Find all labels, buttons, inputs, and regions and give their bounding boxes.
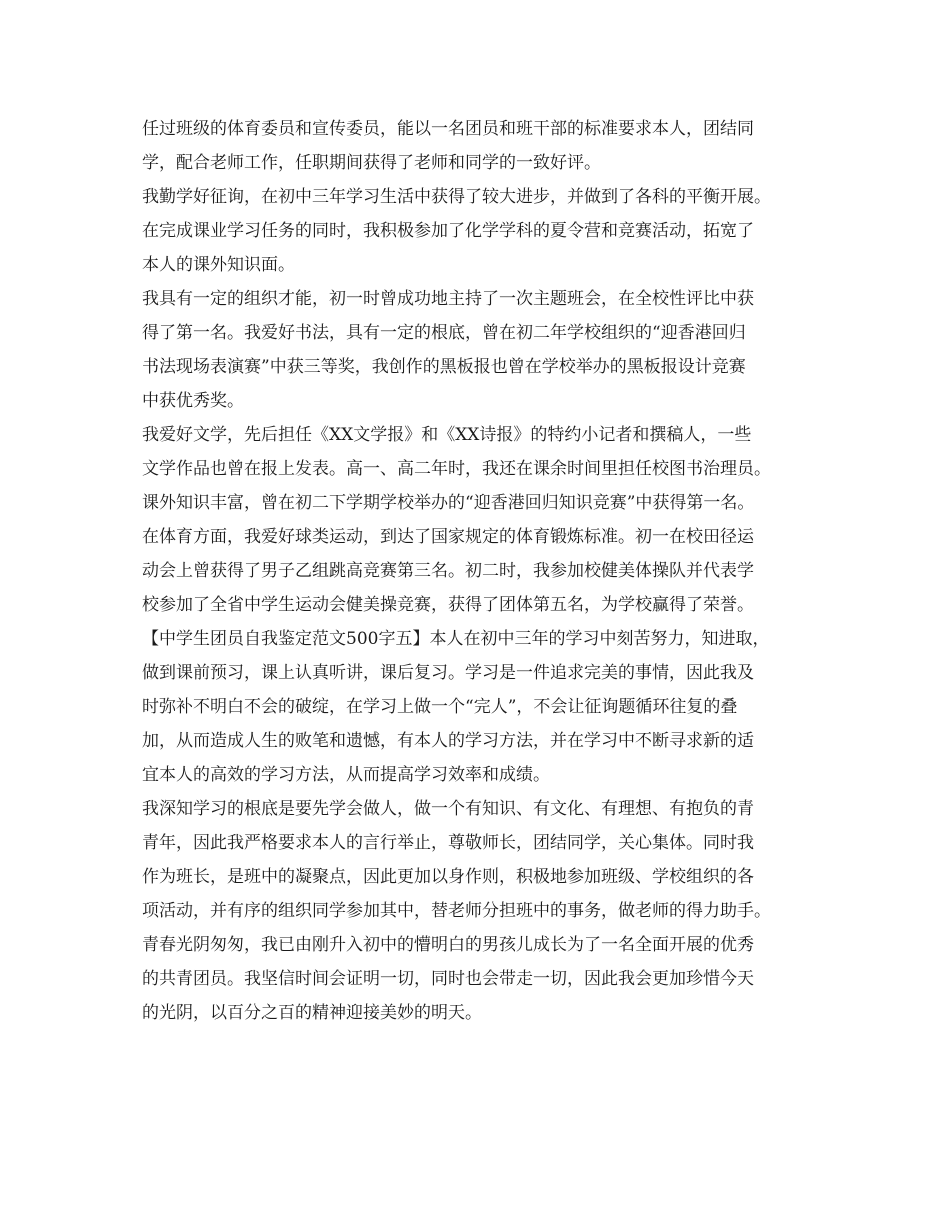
text-line: 青春光阴匆匆，我已由刚升入初中的懵明白的男孩儿成长为了一名全面开展的优秀	[142, 935, 754, 955]
text-line: 时弥补不明白不会的破绽，在学习上做一个“完人”，不会让征询题循环往复的叠	[142, 697, 738, 717]
text-line: 书法现场表演赛”中获三等奖，我创作的黑板报也曾在学校举办的黑板报设计竞赛	[142, 357, 746, 377]
text-line: 动会上曾获得了男子乙组跳高竞赛第三名。初二时，我参加校健美体操队并代表学	[142, 561, 754, 581]
text-line: 的光阴，以百分之百的精神迎接美妙的明天。	[142, 1003, 482, 1023]
text-line: 任过班级的体育委员和宣传委员，能以一名团员和班干部的标准要求本人，团结同	[142, 119, 754, 139]
text-line: 我深知学习的根底是要先学会做人，做一个有知识、有文化、有理想、有抱负的青	[142, 799, 754, 819]
text-line: 中获优秀奖。	[142, 391, 244, 411]
text-line: 得了第一名。我爱好书法，具有一定的根底，曾在初二年学校组织的“迎香港回归	[142, 323, 746, 343]
text-line: 文学作品也曾在报上发表。高一、高二年时，我还在课余时间里担任校图书治理员。	[142, 459, 771, 479]
text-line: 加，从而造成人生的败笔和遗憾，有本人的学习方法，并在学习中不断寻求新的适	[142, 731, 754, 751]
text-line: 宜本人的高效的学习方法，从而提高学习效率和成绩。	[142, 765, 550, 785]
text-line: 本人的课外知识面。	[142, 255, 295, 275]
text-line: 我具有一定的组织才能，初一时曾成功地主持了一次主题班会，在全校性评比中获	[142, 289, 754, 309]
text-line: 在体育方面，我爱好球类运动，到达了国家规定的体育锻炼标准。初一在校田径运	[142, 527, 754, 547]
text-line: 我勤学好征询，在初中三年学习生活中获得了较大进步，并做到了各科的平衡开展。	[142, 187, 771, 207]
section-heading-line: 【中学生团员自我鉴定范文500字五】本人在初中三年的学习中刻苦努力，知进取，	[142, 629, 770, 649]
text-line: 的共青团员。我坚信时间会证明一切，同时也会带走一切，因此我会更加珍惜今天	[142, 969, 754, 989]
text-line: 作为班长，是班中的凝聚点，因此更加以身作则，积极地参加班级、学校组织的各	[142, 867, 754, 887]
text-line: 项活动，并有序的组织同学参加其中，替老师分担班中的事务，做老师的得力助手。	[142, 901, 771, 921]
text-line: 我爱好文学，先后担任《XX文学报》和《XX诗报》的特约小记者和撰稿人，一些	[142, 425, 752, 445]
text-line: 在完成课业学习任务的同时，我积极参加了化学学科的夏令营和竞赛活动，拓宽了	[142, 221, 754, 241]
text-line: 青年，因此我严格要求本人的言行举止，尊敬师长，团结同学，关心集体。同时我	[142, 833, 754, 853]
document-body	[142, 112, 842, 1030]
text-line: 课外知识丰富，曾在初二下学期学校举办的“迎香港回归知识竞赛”中获得第一名。	[142, 493, 755, 513]
text-line: 做到课前预习，课上认真听讲，课后复习。学习是一件追求完美的事情，因此我及	[142, 663, 754, 683]
text-line: 学，配合老师工作，任职期间获得了老师和同学的一致好评。	[142, 153, 601, 173]
text-line: 校参加了全省中学生运动会健美操竞赛，获得了团体第五名，为学校赢得了荣誉。	[142, 595, 754, 615]
